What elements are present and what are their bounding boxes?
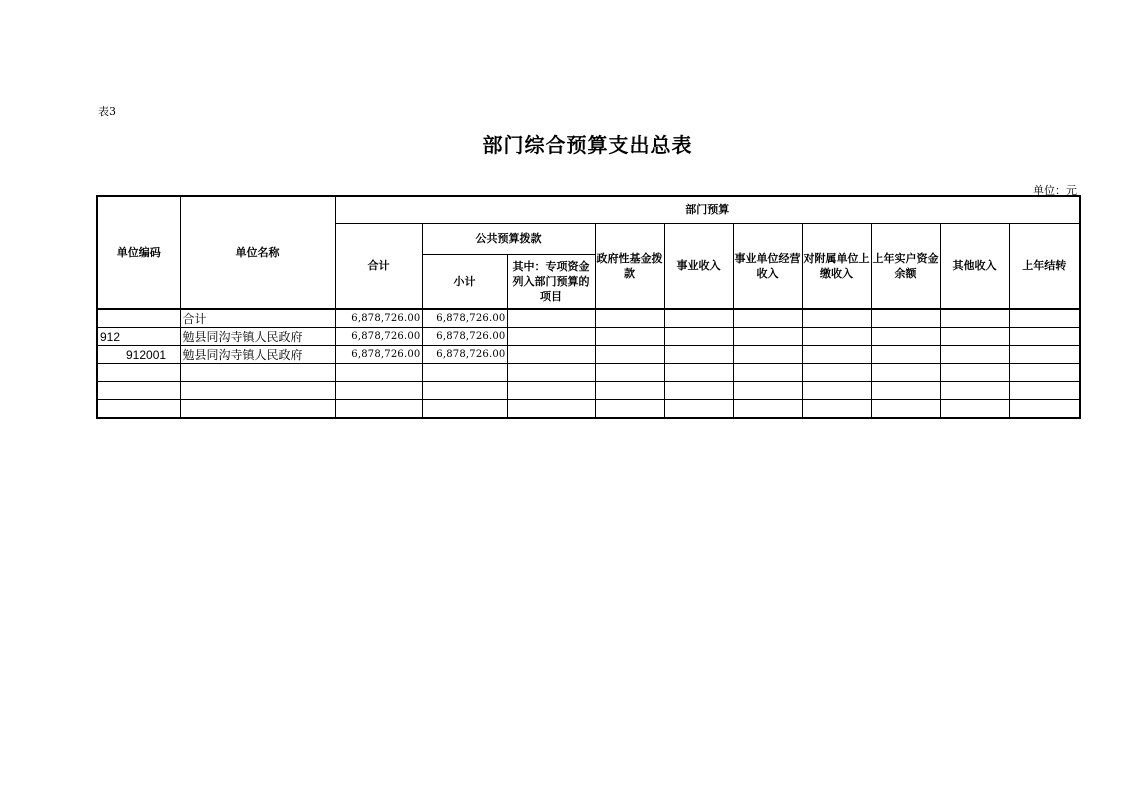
empty-cell [940,400,1009,419]
unit-code-cell: 912001 [97,346,180,364]
empty-cell [871,400,940,419]
header-business-operation: 事业单位经营收入 [733,223,802,309]
empty-cell [507,346,595,364]
unit-code-cell [97,309,180,328]
table-row [97,382,1080,400]
header-total: 合计 [335,223,422,309]
budget-expenditure-table [96,195,1081,419]
empty-cell [1009,400,1080,419]
table-row [97,364,1080,382]
empty-cell [940,309,1009,328]
subtotal-cell [422,382,507,400]
empty-cell [802,328,871,346]
header-prev-balance: 上年实户资金余额 [871,223,940,309]
header-other-income: 其他收入 [940,223,1009,309]
empty-cell [871,309,940,328]
empty-cell [664,400,733,419]
header-public-budget: 公共预算拨款 [422,223,595,254]
empty-cell [1009,346,1080,364]
empty-cell [871,328,940,346]
subtotal-cell: 6,878,726.00 [422,346,507,364]
page-title: 部门综合预算支出总表 [482,133,693,157]
empty-cell [595,309,664,328]
unit-name-cell: 勉县同沟寺镇人民政府 [180,346,335,364]
table-row [97,400,1080,419]
empty-cell [664,364,733,382]
empty-cell [1009,328,1080,346]
empty-cell [595,346,664,364]
empty-cell [507,382,595,400]
table-row [97,328,1080,346]
empty-cell [802,309,871,328]
empty-cell [1009,364,1080,382]
header-prev-carryover: 上年结转 [1009,223,1080,309]
empty-cell [507,328,595,346]
unit-name-cell [180,400,335,419]
unit-label: 单位：元 [1033,184,1077,197]
unit-name-cell [180,382,335,400]
header-subtotal: 小计 [422,254,507,309]
empty-cell [595,364,664,382]
empty-cell [733,346,802,364]
empty-cell [733,328,802,346]
unit-code-cell [97,400,180,419]
empty-cell [871,364,940,382]
empty-cell [664,328,733,346]
header-unit-code: 单位编码 [97,196,180,309]
header-subordinate-income: 对附属单位上缴收入 [802,223,871,309]
unit-name-cell [180,364,335,382]
empty-cell [940,364,1009,382]
header-unit-name: 单位名称 [180,196,335,309]
empty-cell [595,382,664,400]
subtotal-cell: 6,878,726.00 [422,309,507,328]
empty-cell [1009,382,1080,400]
total-cell [335,364,422,382]
empty-cell [664,309,733,328]
total-cell [335,382,422,400]
unit-name-cell: 勉县同沟寺镇人民政府 [180,328,335,346]
unit-name-cell: 合计 [180,309,335,328]
subtotal-cell: 6,878,726.00 [422,328,507,346]
empty-cell [871,382,940,400]
empty-cell [733,309,802,328]
header-gov-fund: 政府性基金拨款 [595,223,664,309]
empty-cell [507,400,595,419]
empty-cell [733,364,802,382]
empty-cell [664,346,733,364]
empty-cell [802,400,871,419]
empty-cell [871,346,940,364]
empty-cell [1009,309,1080,328]
empty-cell [595,328,664,346]
empty-cell [507,364,595,382]
table-row [97,309,1080,328]
empty-cell [940,346,1009,364]
total-cell [335,400,422,419]
empty-cell [733,382,802,400]
header-dept-budget: 部门预算 [335,196,1080,223]
subtotal-cell [422,364,507,382]
table-row [97,346,1080,364]
total-cell: 6,878,726.00 [335,328,422,346]
header-special-funds: 其中：专项资金列入部门预算的项目 [507,254,595,309]
unit-code-cell [97,382,180,400]
empty-cell [802,364,871,382]
empty-cell [802,346,871,364]
header-business-income: 事业收入 [664,223,733,309]
unit-code-cell [97,364,180,382]
empty-cell [507,309,595,328]
empty-cell [595,400,664,419]
total-cell: 6,878,726.00 [335,309,422,328]
empty-cell [940,328,1009,346]
empty-cell [664,382,733,400]
empty-cell [802,382,871,400]
subtotal-cell [422,400,507,419]
total-cell: 6,878,726.00 [335,346,422,364]
table-number: 表3 [98,105,116,118]
empty-cell [940,382,1009,400]
unit-code-cell: 912 [97,328,180,346]
empty-cell [733,400,802,419]
